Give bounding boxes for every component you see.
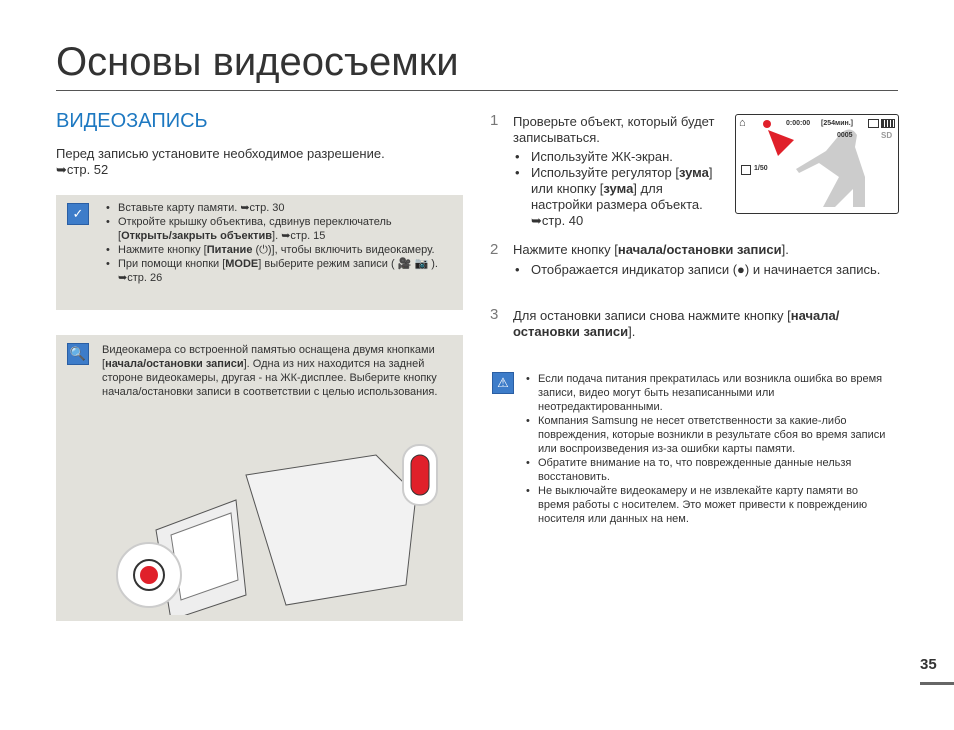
checkmark-icon: ✓ bbox=[67, 203, 89, 225]
list-item: • Вставьте карту памяти. ➥стр. 30 bbox=[102, 201, 442, 215]
intro-sentence: Перед записью установите необходимое разрешение. bbox=[56, 146, 385, 161]
preparation-box bbox=[56, 195, 463, 310]
lcd-quality: SD bbox=[881, 131, 893, 140]
mode-icon: ⌂ bbox=[739, 117, 746, 129]
list-item: • Отображается индикатор записи (●) и начинается запись. bbox=[513, 262, 893, 278]
step-3: Для остановки записи снова нажмите кнопку [начала/ остановки записи]. bbox=[513, 308, 840, 339]
step-text: Нажмите кнопку [начала/остановки записи]. bbox=[513, 242, 789, 257]
page-title: Основы видеосъемки bbox=[56, 40, 459, 84]
note-box bbox=[56, 335, 463, 621]
preparation-list bbox=[102, 201, 442, 285]
pointer-arrow-icon bbox=[766, 128, 796, 158]
shutter-icon bbox=[741, 165, 751, 175]
step-text: Проверьте объект, который будет записываться. bbox=[513, 114, 715, 145]
lcd-count: 0005 bbox=[837, 132, 853, 139]
battery-icon bbox=[881, 119, 895, 128]
list-item: • Нажмите кнопку [Питание (⏻)], чтобы включить видеокамеру. bbox=[102, 243, 442, 257]
page-reference: ➥стр. 52 bbox=[56, 162, 109, 177]
page-number: 35 bbox=[920, 656, 937, 673]
warning-icon: ⚠ bbox=[492, 372, 514, 394]
section-heading: ВИДЕОЗАПИСЬ bbox=[56, 110, 208, 132]
title-divider bbox=[56, 90, 898, 91]
step-number: 3 bbox=[490, 306, 499, 323]
intro-text bbox=[56, 146, 456, 178]
lcd-shutter: 1/50 bbox=[754, 165, 768, 172]
step-2 bbox=[513, 242, 893, 278]
step-number: 2 bbox=[490, 241, 499, 258]
camcorder-illustration bbox=[96, 435, 456, 615]
magnifier-icon: 🔍 bbox=[67, 343, 89, 365]
list-item: • Откройте крышку объектива, сдвинув переключатель [Открыть/закрыть объектив]. ➥стр. 15 bbox=[102, 215, 442, 243]
step-1 bbox=[513, 114, 723, 229]
lcd-time: 0:00:00 bbox=[786, 120, 811, 127]
note-text: Видеокамера со встроенной памятью оснащена двумя кнопками [начала/остановки записи]. Одна из них находится на задней стороне видеокамеры, другая - на ЖК-дисплее. Выберите кнопку начала/остановки записи в соответствии с целью использования. bbox=[102, 344, 438, 398]
list-item: • При помощи кнопки [MODE] выберите режим записи ( 🎥 📷 ). ➥стр. 26 bbox=[102, 257, 442, 285]
list-item: • Если подача питания прекратилась или возникла ошибка во время записи, видео могут быть незаписанными или неотредактированными. bbox=[522, 372, 892, 414]
list-item: • Используйте регулятор [зума] или кнопку [зума] для настройки размера объекта. ➥стр. 40 bbox=[513, 165, 723, 229]
lcd-screen-illustration bbox=[735, 114, 899, 214]
step-number: 1 bbox=[490, 112, 499, 129]
lcd-remaining: [254мин.] bbox=[821, 120, 853, 127]
warning-list bbox=[522, 372, 892, 526]
list-item: • Обратите внимание на то, что поврежденные данные нельзя восстановить. bbox=[522, 456, 892, 484]
page-number-bar bbox=[920, 682, 954, 685]
list-item: • Компания Samsung не несет ответственности за какие-либо повреждения, которые возникли в результате сбоя во время записи или воспроизведения из-за ошибки карты памяти. bbox=[522, 414, 892, 456]
card-icon bbox=[868, 119, 879, 128]
list-item: • Не выключайте видеокамеру и не извлекайте карту памяти во время работы с носителем. Это может привести к повреждению носителя или данных на нем. bbox=[522, 484, 892, 526]
list-item: • Используйте ЖК-экран. bbox=[513, 149, 723, 165]
record-indicator-icon bbox=[763, 120, 771, 128]
